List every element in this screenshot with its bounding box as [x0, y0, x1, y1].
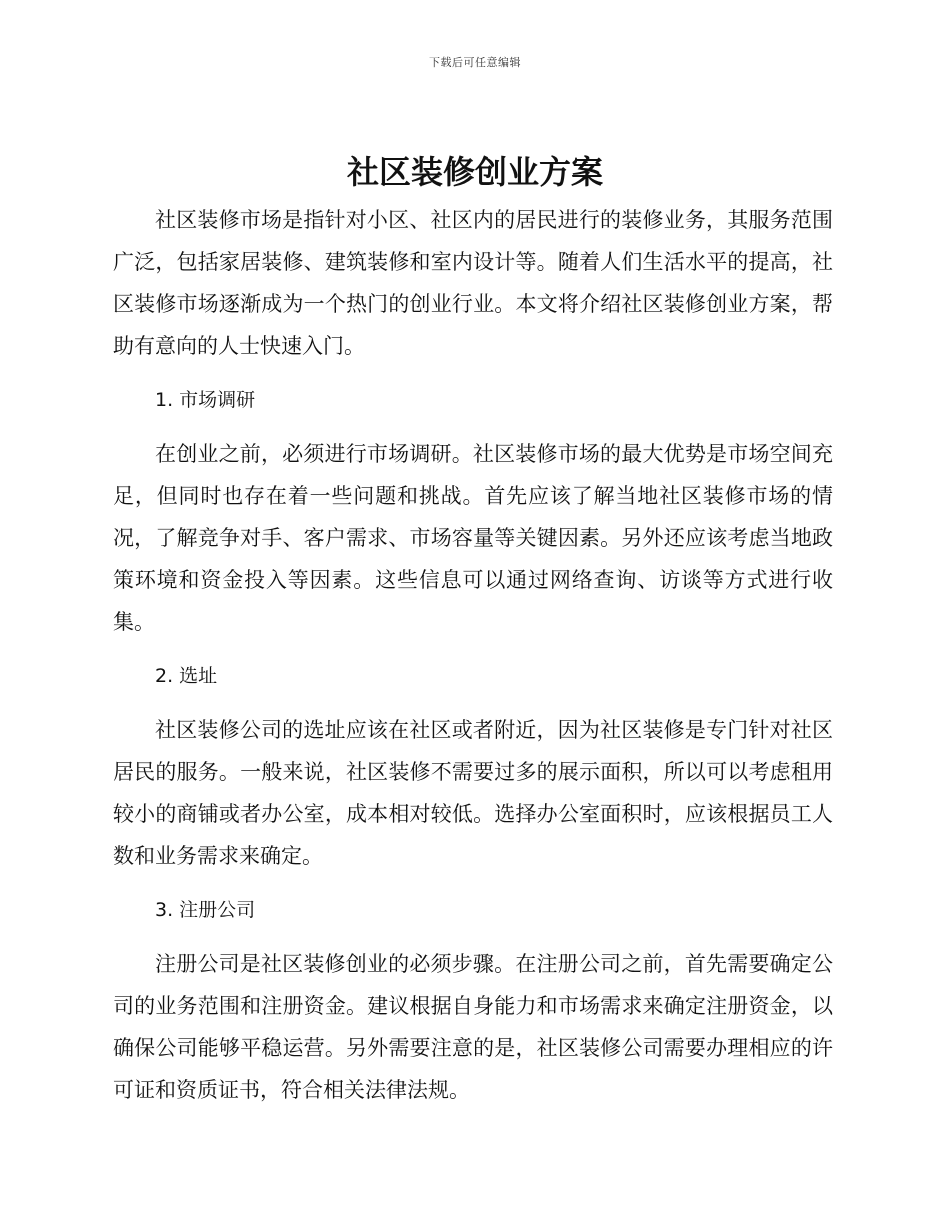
section-heading-market-research: 1. 市场调研 [155, 389, 256, 411]
intro-paragraph: 社区装修市场是指针对小区、社区内的居民进行的装修业务，其服务范围广泛，包括家居装修、建筑装修和室内设计等。随着人们生活水平的提高，社区装修市场逐渐成为一个热门的创业行业。本文将介绍社区装修创业方案，帮助有意向的人士快速入门。 [113, 208, 833, 358]
document-body [113, 199, 833, 1111]
section-heading-site-selection: 2. 选址 [155, 665, 218, 687]
section-body-company-registration: 注册公司是社区装修创业的必须步骤。在注册公司之前，首先需要确定公司的业务范围和注册资金。建议根据自身能力和市场需求来确定注册资金，以确保公司能够平稳运营。另外需要注意的是，社区装修公司需要办理相应的许可证和资质证书，符合相关法律法规。 [113, 952, 833, 1102]
section-body-site-selection: 社区装修公司的选址应该在社区或者附近，因为社区装修是专门针对社区居民的服务。一般来说，社区装修不需要过多的展示面积，所以可以考虑租用较小的商铺或者办公室，成本相对较低。选择办公室面积时，应该根据员工人数和业务需求来确定。 [113, 718, 833, 868]
section-body-market-research: 在创业之前，必须进行市场调研。社区装修市场的最大优势是市场空间充足，但同时也存在着一些问题和挑战。首先应该了解当地社区装修市场的情况，了解竞争对手、客户需求、市场容量等关键因素。另外还应该考虑当地政策环境和资金投入等因素。这些信息可以通过网络查询、访谈等方式进行收集。 [113, 442, 833, 634]
section-heading-company-registration: 3. 注册公司 [155, 899, 256, 921]
document-title: 社区装修创业方案 [346, 153, 603, 191]
page-header: 下载后可任意编辑 [429, 56, 521, 69]
